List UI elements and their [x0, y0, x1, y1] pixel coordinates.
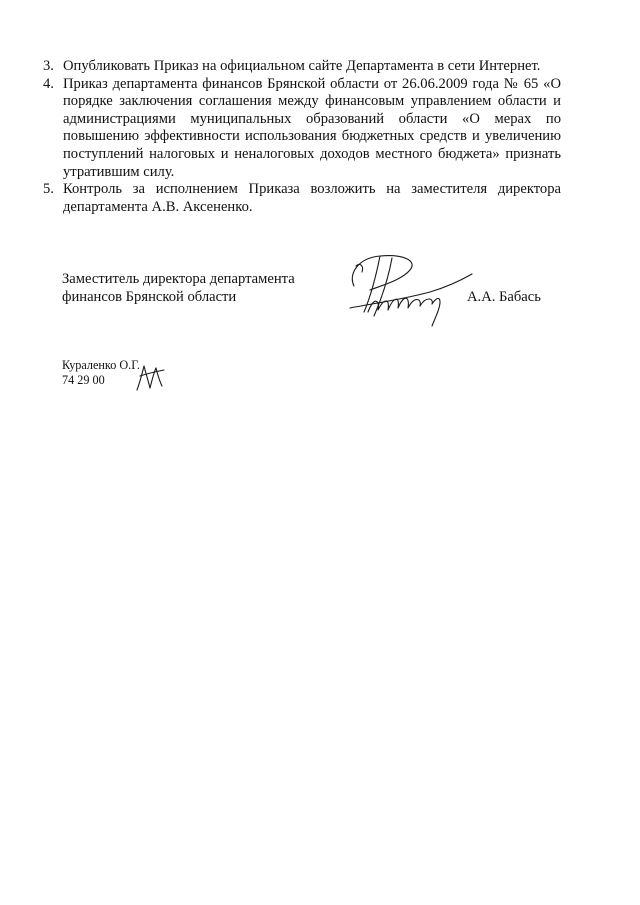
signer-position [62, 270, 295, 306]
handwritten-signature-icon [340, 246, 480, 338]
signer-position-line1: Заместитель директора департамента [62, 271, 295, 287]
signer-name: А.А. Бабась [467, 289, 541, 305]
order-item-number: 3. [43, 58, 54, 74]
handwritten-initials-icon [134, 360, 166, 394]
order-item-number: 4. [43, 75, 54, 92]
order-item-number: 5. [43, 181, 54, 198]
executor-phone: 74 29 00 [62, 373, 105, 387]
order-item-4 [43, 76, 561, 182]
order-item-text: Приказ департамента финансов Брянской области от 26.06.2009 года № 65 «О порядке заключения соглашения между финансовым управлением области и администрациями муниципальных образований области «О мерах по повышению эффективности использования бюджетных средств и увеличению поступлений налоговых и неналоговых доходов местного бюджета» признать утратившим силу. [63, 75, 561, 180]
order-item-3 [43, 58, 561, 76]
order-item-5 [43, 181, 561, 216]
order-items-list [43, 58, 561, 216]
order-item-text: Опубликовать Приказ на официальном сайте Департамента в сети Интернет. [63, 58, 541, 74]
executor-name: Кураленко О.Г. [62, 358, 140, 372]
signer-position-line2: финансов Брянской области [62, 289, 237, 305]
executor-info [62, 358, 140, 388]
order-item-text: Контроль за исполнением Приказа возложить на заместителя директора департамента А.В. Аксененко. [63, 181, 561, 215]
